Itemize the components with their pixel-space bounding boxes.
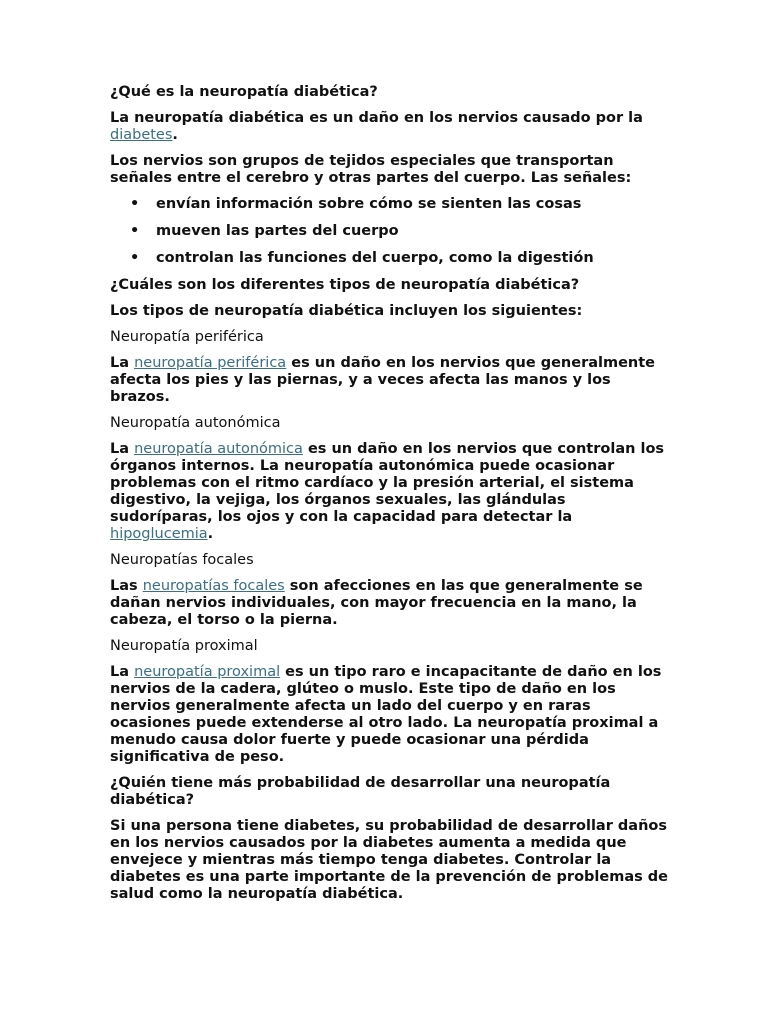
heading-peripheral: Neuropatía periférica <box>110 329 264 345</box>
autonomic-text: es un daño en los nervios que controlan los órganos internos. La neuropatía autonómica puede ocasionar problemas con el ritmo cardíaco y la presión arterial, el sistema digestivo, la vejiga, los órganos sexuales, las glándulas sudoríparas, los ojos y con la capacidad para detectar la <box>110 441 665 525</box>
definition-text: La neuropatía diabética es un daño en los nervios causado por la <box>110 110 643 126</box>
proximal-paragraph <box>110 664 670 766</box>
heading-autonomic: Neuropatía autonómica <box>110 415 281 431</box>
nerves-paragraph: Los nervios son grupos de tejidos especiales que transportan señales entre el cerebro y otras partes del cuerpo. Las señales: <box>110 153 632 186</box>
peripheral-text: es un daño en los nervios que generalmente afecta los pies y las piernas, y a veces afecta las manos y los brazos. <box>110 355 656 405</box>
list-item <box>110 223 670 240</box>
bullet-icon: • <box>130 250 140 266</box>
definition-period: . <box>172 127 178 143</box>
proximal-text: es un tipo raro e incapacitante de daño en los nervios de la cadera, glúteo o muslo. Este tipo de daño en los nervios generalmente afecta un lado del cuerpo y en raras ocasiones puede extenderse al otro lado. La neuropatía proximal a menudo causa dolor fuerte y puede ocasionar una pérdida significativa de peso. <box>110 664 662 765</box>
autonomic-neuropathy-link[interactable]: neuropatía autonómica <box>134 441 303 457</box>
peripheral-pre: La <box>110 355 135 371</box>
heading-focal: Neuropatías focales <box>110 552 254 568</box>
list-item-text: mueven las partes del cuerpo <box>156 223 399 239</box>
definition-paragraph <box>110 110 670 144</box>
peripheral-paragraph <box>110 355 670 406</box>
bullet-icon: • <box>130 223 140 239</box>
question-what-is: ¿Qué es la neuropatía diabética? <box>110 84 378 100</box>
list-item-text: envían información sobre cómo se sienten las cosas <box>156 196 582 212</box>
list-item <box>110 196 670 213</box>
autonomic-paragraph <box>110 441 670 543</box>
proximal-pre: La <box>110 664 135 680</box>
proximal-neuropathy-link[interactable]: neuropatía proximal <box>134 664 281 680</box>
list-item <box>110 250 670 267</box>
types-intro: Los tipos de neuropatía diabética incluyen los siguientes: <box>110 303 583 319</box>
hypoglycemia-link[interactable]: hipoglucemia <box>110 526 208 542</box>
heading-proximal: Neuropatía proximal <box>110 638 258 654</box>
autonomic-pre: La <box>110 441 135 457</box>
diabetes-link[interactable]: diabetes <box>110 127 173 143</box>
final-paragraph: Si una persona tiene diabetes, su probabilidad de desarrollar daños en los nervios causados por la diabetes aumenta a medida que envejece y mientras más tiempo tenga diabetes. Controlar la diabetes es una parte importante de la prevención de problemas de salud como la neuropatía diabética. <box>110 818 668 902</box>
autonomic-period: . <box>207 526 214 542</box>
document-page <box>110 84 670 912</box>
list-item-text: controlan las funciones del cuerpo, como la digestión <box>156 250 594 266</box>
question-who: ¿Quién tiene más probabilidad de desarrollar una neuropatía diabética? <box>110 775 611 808</box>
focal-text: son afecciones en las que generalmente se dañan nervios individuales, con mayor frecuencia en la mano, la cabeza, el torso o la pierna. <box>110 578 643 628</box>
focal-pre: Las <box>110 578 143 594</box>
focal-paragraph <box>110 578 670 629</box>
signals-list <box>110 196 670 267</box>
peripheral-neuropathy-link[interactable]: neuropatía periférica <box>134 355 287 371</box>
focal-neuropathies-link[interactable]: neuropatías focales <box>142 578 285 594</box>
question-types: ¿Cuáles son los diferentes tipos de neuropatía diabética? <box>110 277 580 293</box>
bullet-icon: • <box>130 196 140 212</box>
